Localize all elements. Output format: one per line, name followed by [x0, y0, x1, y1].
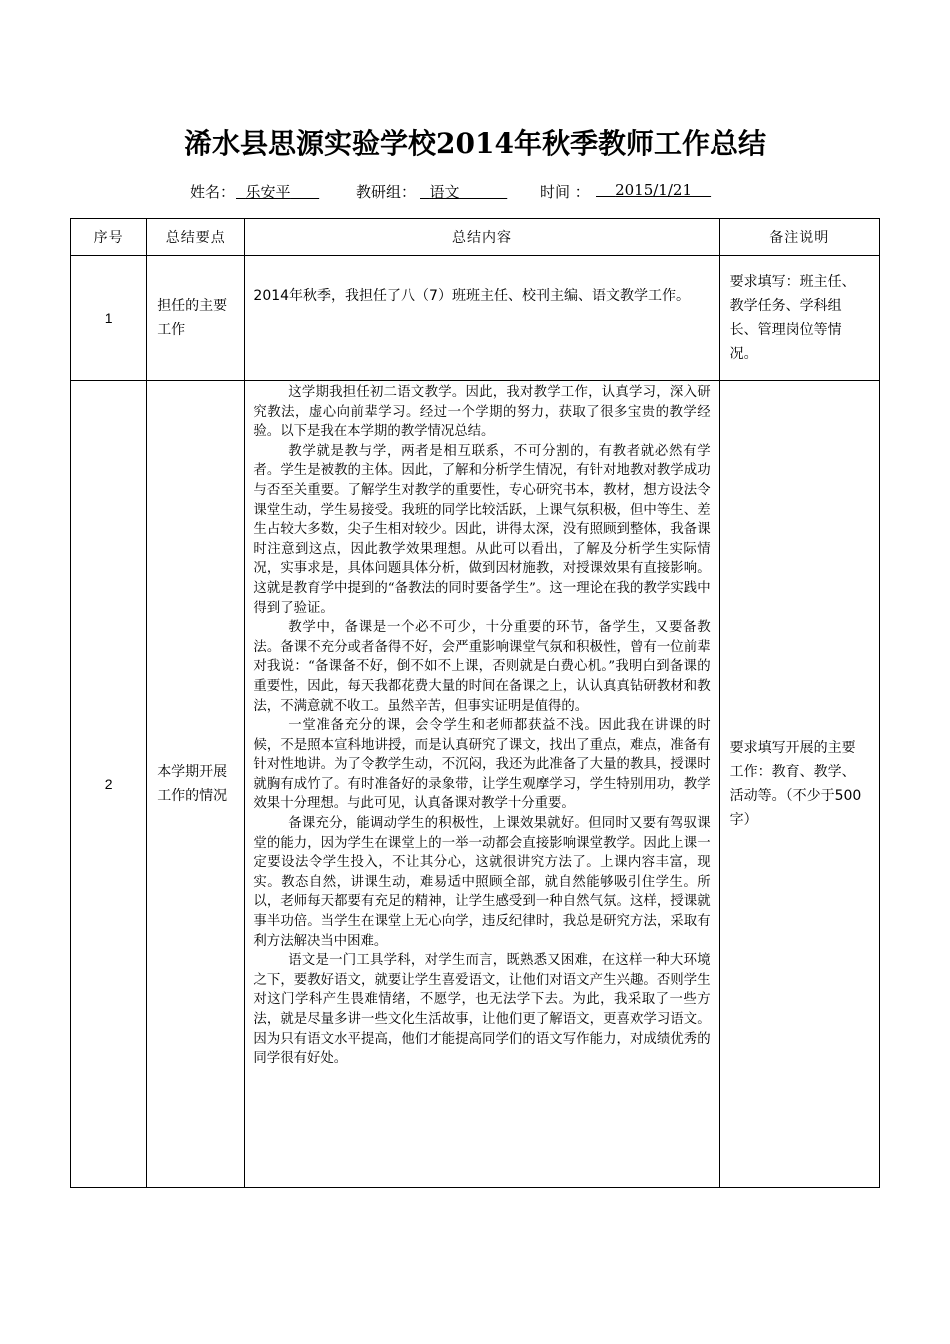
row-number: 2	[71, 381, 147, 1188]
summary-table	[70, 218, 880, 1188]
header-number: 序号	[71, 219, 147, 256]
row-number: 1	[71, 256, 147, 381]
time-value[interactable]	[596, 181, 711, 199]
row-content[interactable]	[245, 381, 719, 1188]
row-content[interactable]	[245, 256, 719, 381]
row-point: 本学期开展工作的情况	[147, 381, 245, 1188]
content-paragraph: 语文是一门工具学科，对学生而言，既熟悉又困难，在这样一种大环境之下，要教好语文，就要让学生喜爱语文，让他们对语文产生兴趣。否则学生对这门学科产生畏难情绪，不愿学，也无法学下去。为此，我采取了一些方法，就是尽量多讲一些文化生活故事，让他们更了解语文，更喜欢学习语文。因为只有语文水平提高，他们才能提高同学们的语文写作能力，对成绩优秀的同学很有好处。	[253, 953, 711, 1067]
name-label: 姓名：	[190, 183, 236, 201]
group-text: 语文	[429, 183, 460, 201]
header-point: 总结要点	[147, 219, 245, 256]
header-note: 备注说明	[719, 219, 879, 256]
row-note: 要求填写开展的主要工作：教育、教学、活动等。（不少于500字）	[719, 381, 879, 1188]
table-row	[71, 381, 880, 1188]
time-label: 时间 ：	[540, 183, 590, 201]
content-paragraph: 备课充分，能调动学生的积极性，上课效果就好。但同时又要有驾驭课堂的能力，因为学生在课堂上的一举一动都会直接影响课堂教学。因此上课一定要设法令学生投入，不让其分心，这就很讲究方法了。上课内容丰富，现实。教态自然，讲课生动，难易适中照顾全部，就自然能够吸引住学生。所以，老师每天都要有充足的精神，让学生感受到一种自然气氛。这样，授课就事半功倍。当学生在课堂上无心向学，违反纪律时，我总是研究方法，采取有利方法解决当中困难。	[253, 816, 711, 949]
row-note: 要求填写：班主任、教学任务、学科组长、管理岗位等情况。	[719, 256, 879, 381]
content-paragraph: 一堂准备充分的课，会令学生和老师都获益不浅。因此我在讲课的时候，不是照本宣科地讲授，而是认真研究了课文，找出了重点，难点，准备有针对性地讲。为了令教学生动，不沉闷，我还为此准备了大量的教具，授课时就胸有成竹了。有时准备好的录象带，让学生观摩学习，学生特别用功，教学效果十分理想。与此可见，认真备课对教学十分重要。	[253, 718, 711, 812]
document-title: 浠水县思源实验学校2014年秋季教师工作总结	[184, 127, 766, 160]
row-content-text: 2014年秋季，我担任了八（7）班班主任、校刊主编、语文教学工作。	[253, 288, 690, 304]
group-value[interactable]	[420, 181, 507, 202]
name-text: 乐安平	[245, 183, 291, 201]
content-paragraph: 这学期我担任初二语文教学。因此，我对教学工作，认真学习，深入研究教法，虚心向前辈学习。经过一个学期的努力，获取了很多宝贵的教学经验。以下是我在本学期的教学情况总结。	[253, 385, 711, 440]
row-point: 担任的主要工作	[147, 256, 245, 381]
time-text: 2015/1/21	[615, 181, 692, 199]
name-value[interactable]	[236, 181, 319, 202]
table-header-row	[71, 219, 880, 256]
header-content: 总结内容	[245, 219, 719, 256]
table-row	[71, 256, 880, 381]
content-paragraph: 教学中，备课是一个必不可少，十分重要的环节，备学生，又要备教法。备课不充分或者备得不好，会严重影响课堂气氛和积极性，曾有一位前辈对我说：“备课备不好，倒不如不上课，否则就是白费心机。”我明白到备课的重要性，因此，每天我都花费大量的时间在备课之上，认认真真钻研教材和教法，不满意就不收工。虽然辛苦，但事实证明是值得的。	[253, 620, 711, 714]
group-label: 教研组：	[356, 183, 417, 201]
content-paragraph: 教学就是教与学，两者是相互联系，不可分割的，有教者就必然有学者。学生是被教的主体。因此，了解和分析学生情况，有针对地教对教学成功与否至关重要。了解学生对教学的重要性，专心研究书本，教材，想方设法令课堂生动，学生易接受。我班的同学比较活跃，上课气氛积极，但中等生、差生占较大多数，尖子生相对较少。因此，讲得太深，没有照顾到整体，我备课时注意到这点，因此教学效果理想。从此可以看出，了解及分析学生实际情况，实事求是，具体问题具体分析，做到因材施教，对授课效果有直接影响。这就是教育学中提到的“备教法的同时要备学生”。这一理论在我的教学实践中得到了验证。	[253, 443, 711, 616]
